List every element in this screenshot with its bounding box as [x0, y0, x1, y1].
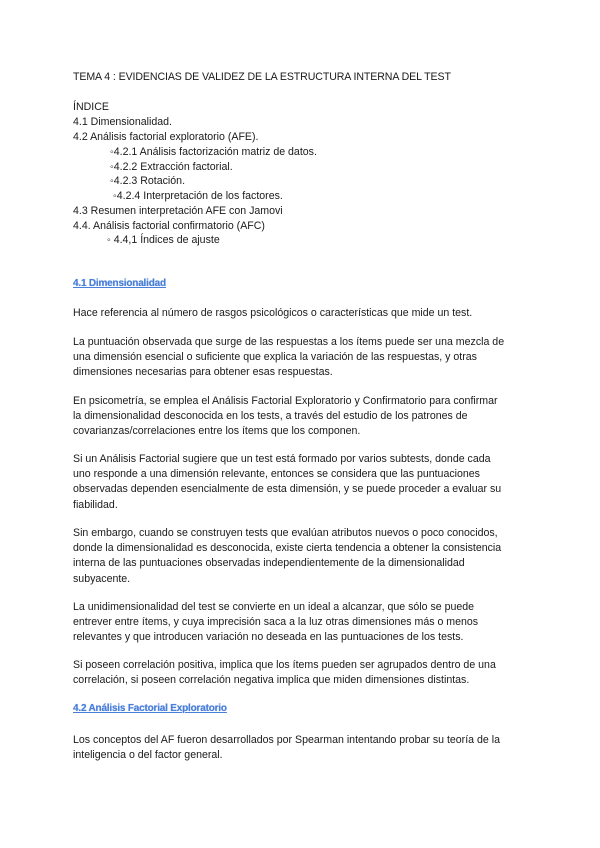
- paragraph-line: uno responde a una dimensión relevante, entonces se considera que las puntuaciones: [73, 468, 480, 481]
- paragraph-line: La unidimensionalidad del test se convierte en un ideal a alcanzar, que sólo se puede: [73, 601, 475, 613]
- paragraph-line: subyacente.: [73, 572, 131, 585]
- index-subitem: ◦4.2.4 Interpretación de los factores.: [113, 190, 283, 202]
- paragraph-line: interna de las puntuaciones observadas independientemente de la dimensionalidad: [73, 557, 465, 570]
- paragraph-line: Si poseen correlación positiva, implica que los ítems pueden ser agrupados dentro de una: [73, 659, 496, 671]
- paragraph-line: fiabilidad.: [73, 498, 118, 511]
- index-subitem: ◦4.2.2 Extracción factorial.: [110, 161, 233, 173]
- paragraph: [73, 600, 533, 646]
- index-subitem: ◦4.2.1 Análisis factorización matriz de datos.: [110, 146, 317, 158]
- index-item: 4.2 Análisis factorial exploratorio (AFE).: [73, 131, 259, 143]
- paragraph-line: dimensiones necesarias para obtener esas respuestas.: [73, 366, 333, 379]
- paragraph-line: covarianzas/correlaciones entre los ítems que los componen.: [73, 425, 361, 438]
- section-heading-analisis-factorial: 4.2 Análisis Factorial Exploratorio: [73, 703, 227, 714]
- paragraph-line: La puntuación observada que surge de las respuestas a los ítems puede ser una mezcla de: [73, 336, 505, 348]
- doc-title: TEMA 4 : EVIDENCIAS DE VALIDEZ DE LA ESTRUCTURA INTERNA DEL TEST: [73, 71, 451, 83]
- paragraph: [73, 526, 533, 587]
- paragraph: [73, 658, 533, 688]
- paragraph-line: donde la dimensionalidad es desconocida, existe cierta tendencia a obtener la consistencia: [73, 542, 502, 555]
- paragraph-line: Sin embargo, cuando se construyen tests que evalúan atributos nuevos o poco conocidos,: [73, 527, 498, 539]
- paragraph: [73, 733, 533, 763]
- section-heading-dimensionalidad: 4.1 Dimensionalidad: [73, 278, 166, 289]
- paragraph-line: Hace referencia al número de rasgos psicológicos o características que mide un test.: [73, 307, 473, 319]
- paragraph-line: En psicometría, se emplea el Análisis Factorial Exploratorio y Confirmatorio para confirmar: [73, 395, 498, 407]
- paragraph: [73, 335, 533, 381]
- paragraph-line: Si un Análisis Factorial sugiere que un test está formado por varios subtests, donde cada: [73, 453, 491, 465]
- index-item: 4.1 Dimensionalidad.: [73, 116, 172, 128]
- index-subitem: ◦ 4.4,1 Índices de ajuste: [107, 234, 220, 246]
- paragraph: [73, 306, 533, 321]
- index-item: 4.3 Resumen interpretación AFE con Jamovi: [73, 205, 283, 217]
- paragraph-line: observadas dependen esencialmente de esta dimensión, y se puede proceder a evaluar su: [73, 483, 502, 496]
- paragraph-line: Los conceptos del AF fueron desarrollados por Spearman intentando probar su teoría de la: [73, 734, 500, 746]
- paragraph: [73, 394, 533, 440]
- paragraph-line: una dimensión esencial o suficiente que explica la variación de las respuestas, y otras: [73, 351, 477, 364]
- paragraph-line: inteligencia o del factor general.: [73, 749, 223, 762]
- paragraph: [73, 452, 533, 513]
- index-item: 4.4. Análisis factorial confirmatorio (AFC): [73, 220, 265, 232]
- paragraph-line: relevantes y que introducen variación no deseada en las puntuaciones de los tests.: [73, 631, 464, 644]
- index-subitem: ◦4.2.3 Rotación.: [110, 175, 186, 187]
- paragraph-line: correlación, si poseen correlación negativa implica que miden dimensiones distintas.: [73, 674, 470, 687]
- paragraph-line: entrever entre ítems, y cuya imprecisión saca a la luz otras dimensiones más o menos: [73, 616, 479, 629]
- index-title: ÍNDICE: [73, 101, 109, 113]
- paragraph-line: la dimensionalidad desconocida en los tests, a través del estudio de los patrones de: [73, 410, 468, 423]
